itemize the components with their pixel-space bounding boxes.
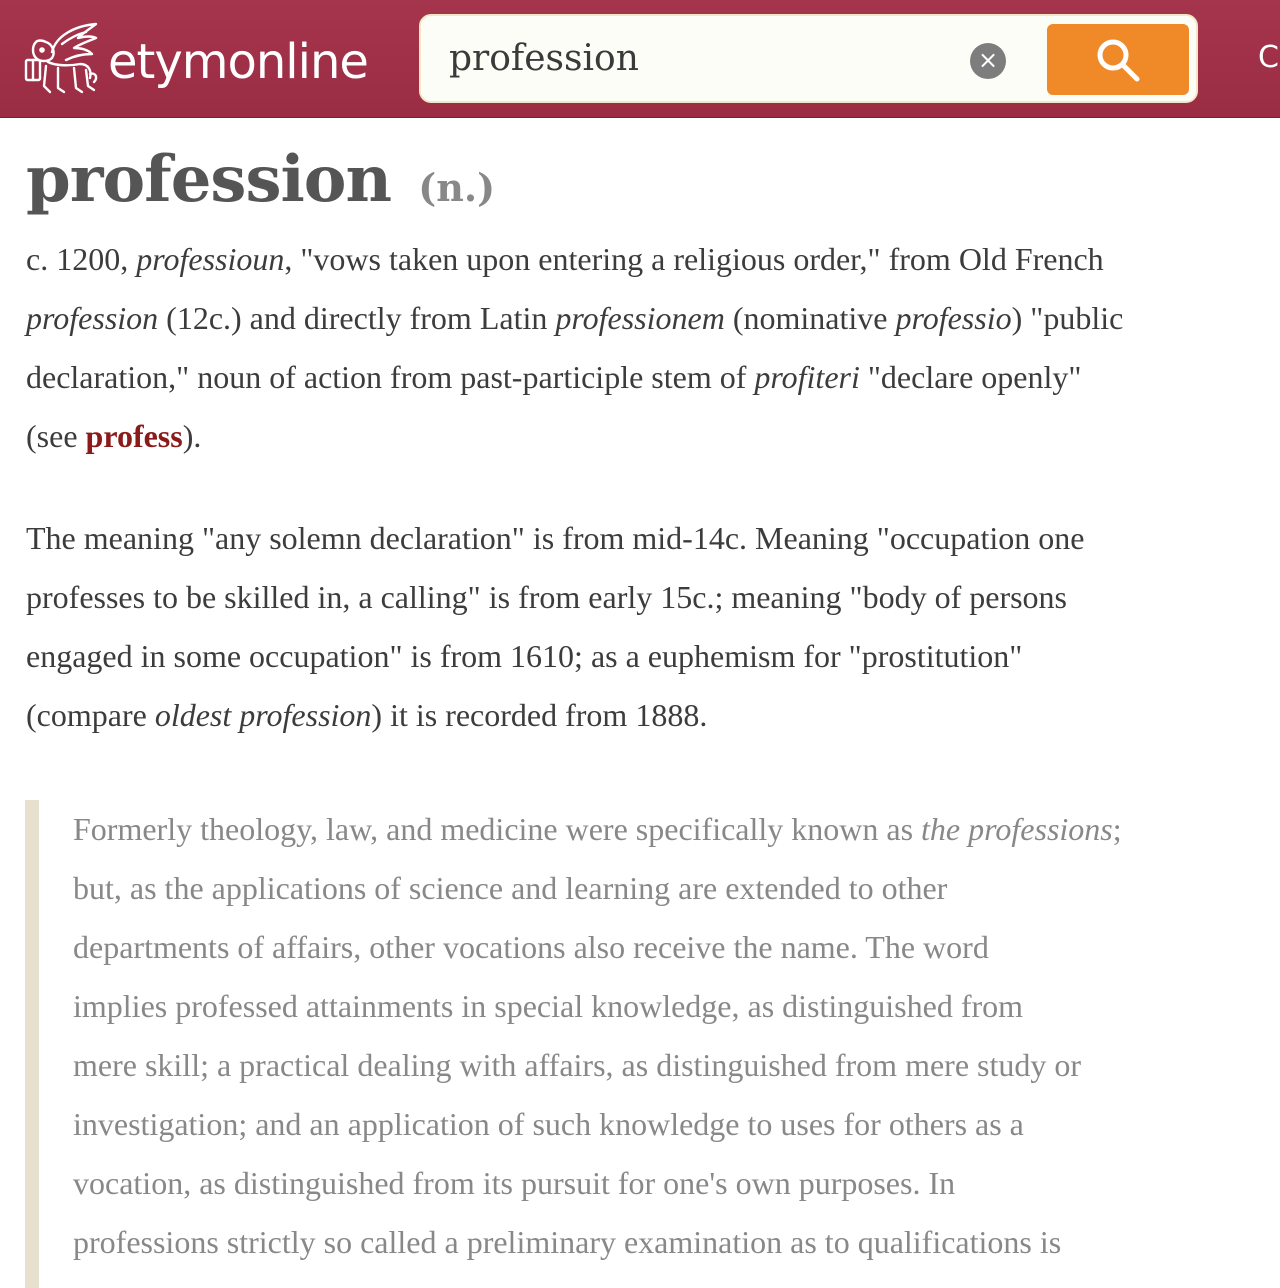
text-line bbox=[26, 686, 1266, 745]
etymology-paragraph-1 bbox=[26, 230, 1266, 466]
text-line bbox=[26, 407, 1266, 466]
search-box bbox=[419, 14, 1198, 103]
blockquote bbox=[73, 800, 1273, 1272]
italic-term: professio bbox=[895, 300, 1012, 336]
clear-search-button[interactable] bbox=[970, 43, 1006, 79]
text-line bbox=[26, 289, 1266, 348]
entry-word: profession bbox=[26, 142, 391, 217]
text-line: investigation; and an application of such knowledge to uses for others as a bbox=[73, 1106, 1024, 1142]
text-run: c. 1200, bbox=[26, 241, 137, 277]
etymology-paragraph-2 bbox=[26, 509, 1266, 745]
text-line: implies professed attainments in special knowledge, as distinguished from bbox=[73, 988, 1024, 1024]
italic-term: the professions bbox=[921, 811, 1113, 847]
text-run: (nominative bbox=[724, 300, 896, 336]
text-line: professions strictly so called a preliminary examination as to qualifications is bbox=[73, 1224, 1062, 1260]
text-line: engaged in some occupation" is from 1610; as a euphemism for "prostitution" bbox=[26, 638, 1023, 674]
text-line: departments of affairs, other vocations also receive the name. The word bbox=[73, 929, 989, 965]
text-line bbox=[73, 800, 1273, 859]
search-icon bbox=[1095, 37, 1141, 83]
italic-term: oldest profession bbox=[154, 697, 372, 733]
cross-reference-link[interactable]: profess bbox=[85, 418, 183, 454]
text-run: (compare bbox=[26, 697, 155, 733]
text-run: , "vows taken upon entering a religious order," from Old French bbox=[284, 241, 1104, 277]
italic-term: profession bbox=[26, 300, 159, 336]
search-button[interactable] bbox=[1047, 24, 1189, 95]
header-nav-cut-off[interactable]: C bbox=[1258, 40, 1279, 75]
part-of-speech: (n.) bbox=[418, 165, 496, 210]
text-run: Formerly theology, law, and medicine were specifically known as bbox=[73, 811, 922, 847]
text-run: ; bbox=[1112, 811, 1122, 847]
text-run: ) it is recorded from 1888. bbox=[371, 697, 708, 733]
text-run: (12c.) and directly from Latin bbox=[158, 300, 556, 336]
text-line: mere skill; a practical dealing with affairs, as distinguished from mere study or bbox=[73, 1047, 1082, 1083]
blockquote-bar bbox=[25, 800, 39, 1288]
site-header bbox=[0, 0, 1280, 118]
text-run: ) "public bbox=[1011, 300, 1124, 336]
text-run: declaration," noun of action from past-participle stem of bbox=[26, 359, 755, 395]
text-run: (see bbox=[26, 418, 86, 454]
text-line: The meaning "any solemn declaration" is from mid-14c. Meaning "occupation one bbox=[26, 520, 1085, 556]
text-line bbox=[26, 230, 1266, 289]
text-run: "declare openly" bbox=[859, 359, 1082, 395]
text-line: vocation, as distinguished from its pursuit for one's own purposes. In bbox=[73, 1165, 956, 1201]
winged-lion-icon bbox=[22, 22, 100, 98]
search-input[interactable] bbox=[433, 26, 1045, 90]
italic-term: professionem bbox=[555, 300, 725, 336]
text-line: but, as the applications of science and learning are extended to other bbox=[73, 870, 948, 906]
close-icon: × bbox=[977, 46, 999, 74]
italic-term: professioun bbox=[136, 241, 285, 277]
text-line: professes to be skilled in, a calling" is from early 15c.; meaning "body of persons bbox=[26, 579, 1067, 615]
text-run: ). bbox=[182, 418, 202, 454]
text-line bbox=[26, 348, 1266, 407]
italic-term: profiteri bbox=[754, 359, 860, 395]
site-logo[interactable] bbox=[22, 22, 368, 98]
logo-text: etymonline bbox=[108, 34, 368, 90]
entry-title bbox=[26, 142, 495, 217]
